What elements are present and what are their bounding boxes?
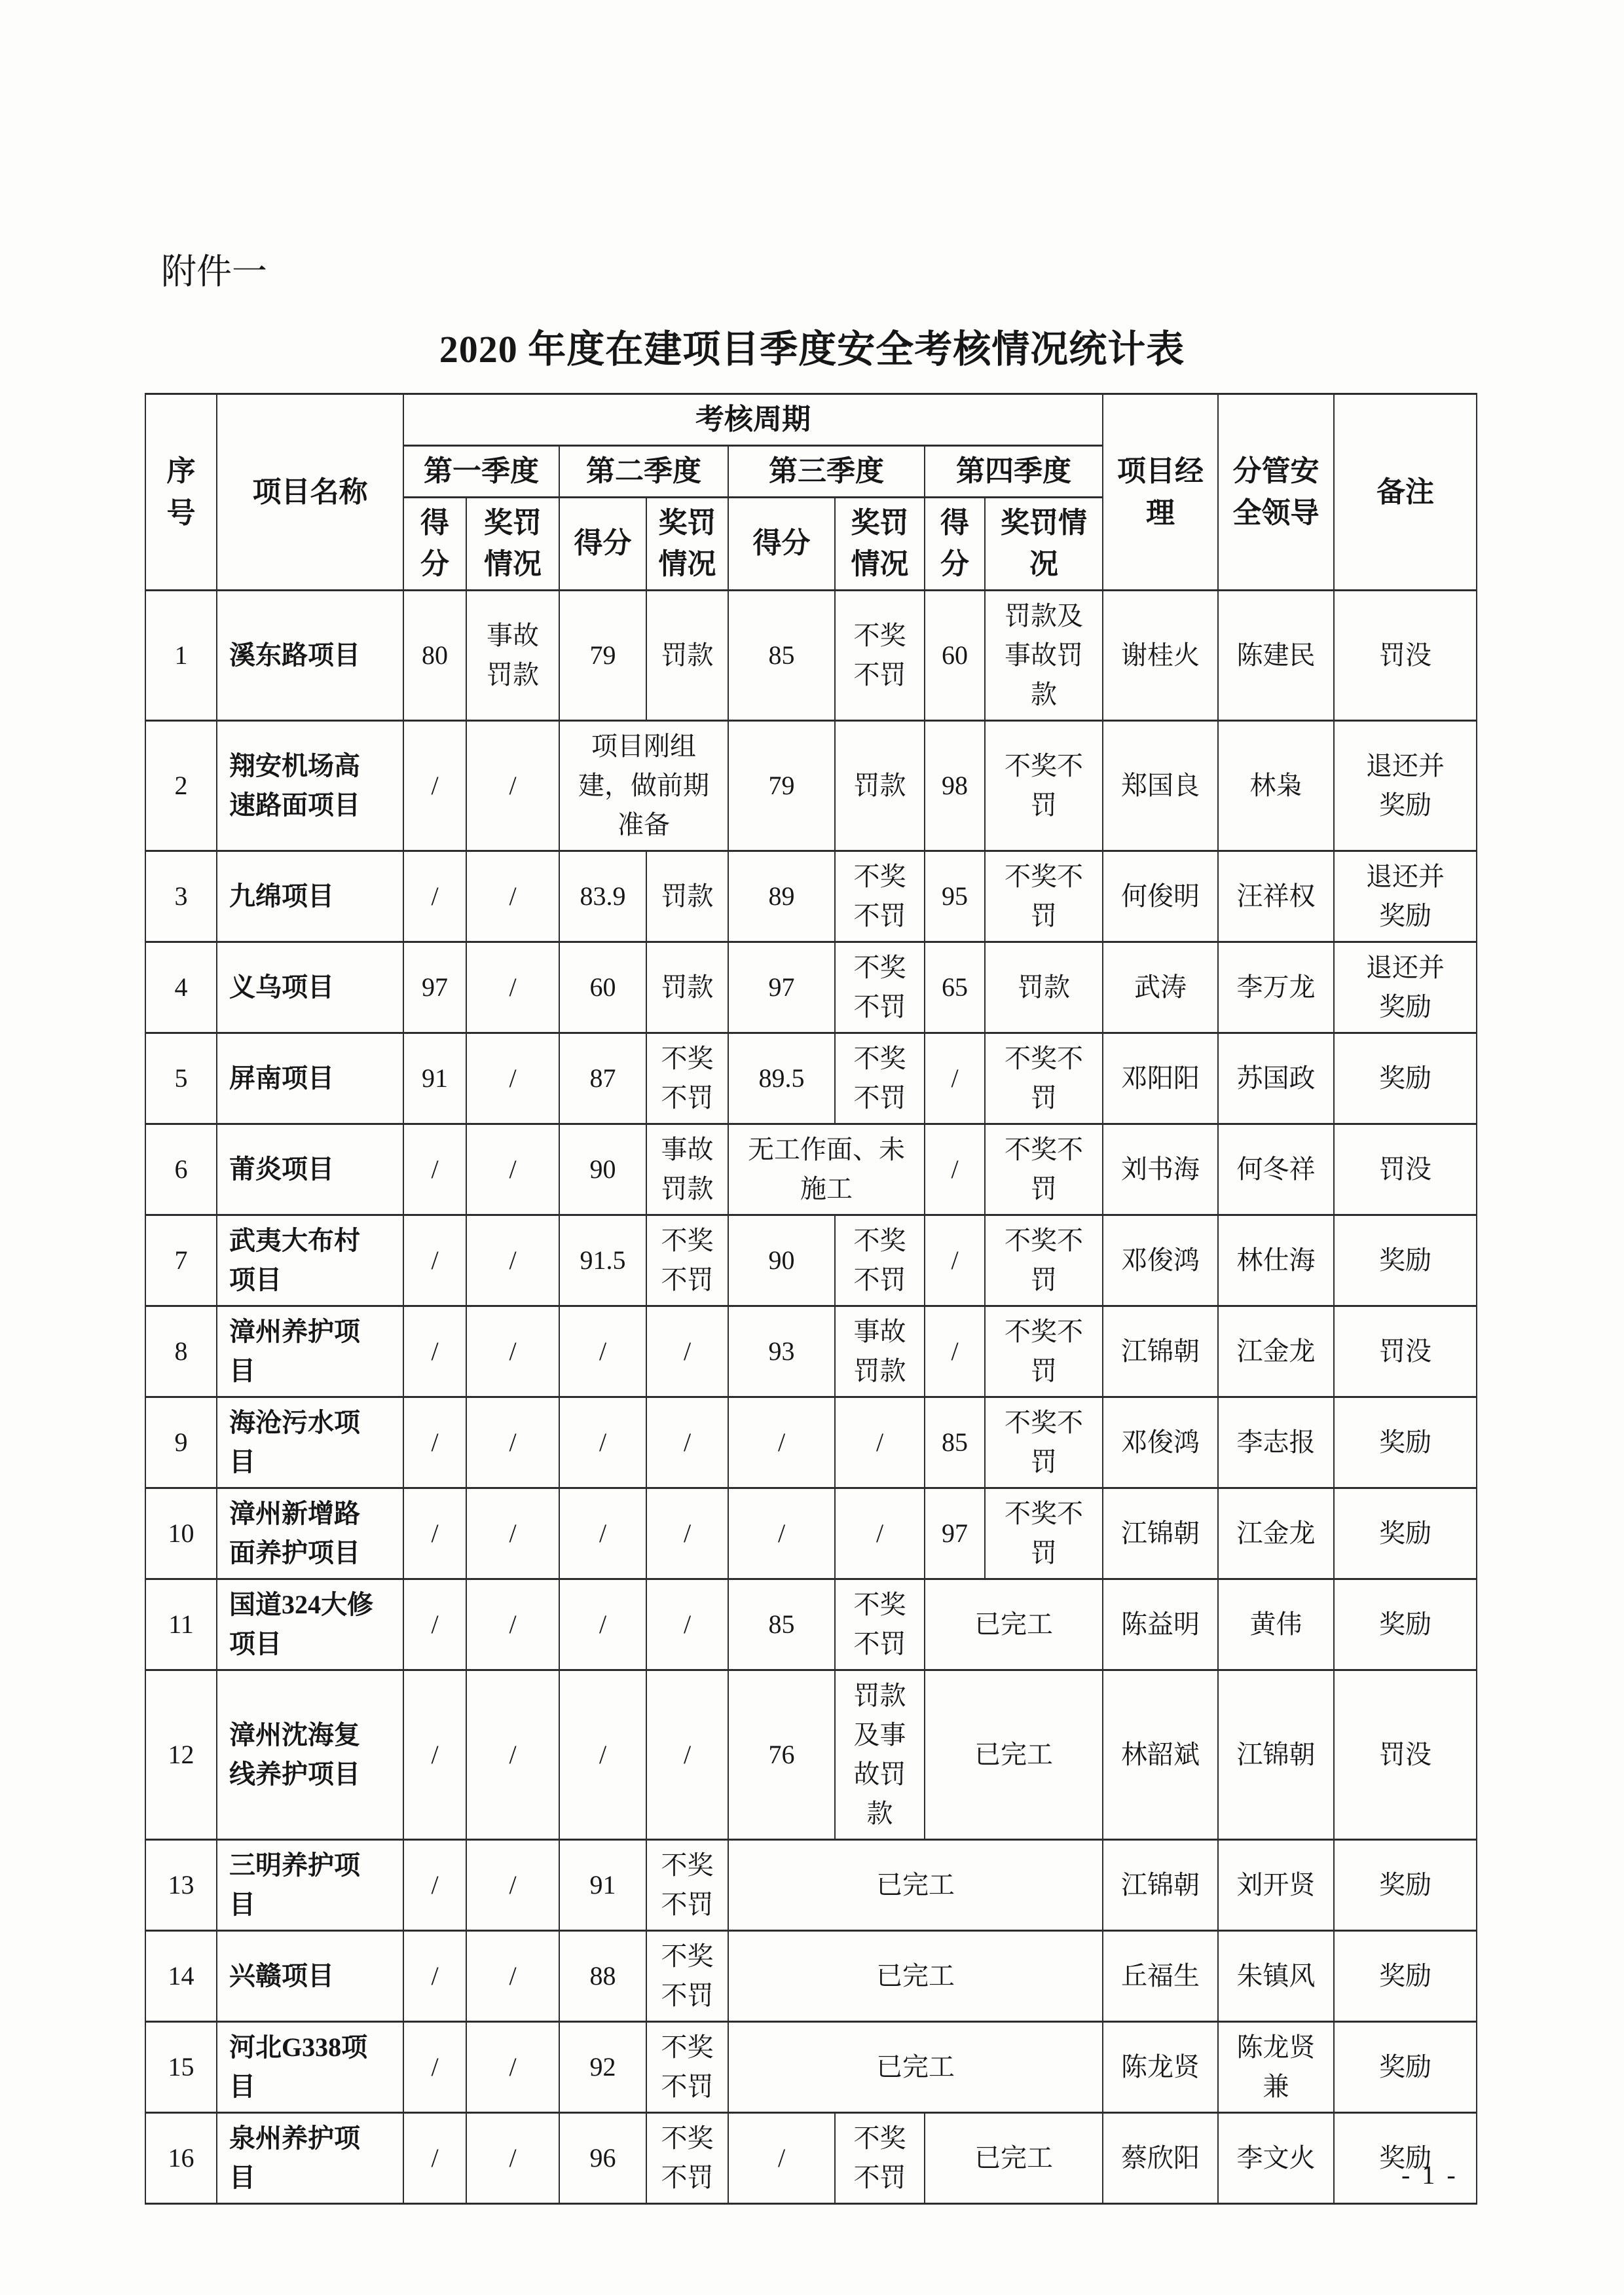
- col-header-q4-score: 得分: [925, 497, 985, 591]
- table-cell: 97: [728, 942, 835, 1033]
- table-cell: /: [466, 1840, 559, 1931]
- table-cell: 不奖不罚: [835, 1579, 925, 1670]
- table-row: [145, 942, 1477, 1033]
- project-name-cell: 莆炎项目: [217, 1124, 403, 1215]
- table-cell: /: [728, 1488, 835, 1579]
- table-cell: 罚款: [985, 942, 1103, 1033]
- table-cell: /: [466, 1306, 559, 1397]
- table-cell: /: [466, 1397, 559, 1488]
- table-cell: 96: [559, 2113, 646, 2204]
- table-cell: /: [925, 1033, 985, 1124]
- table-cell: 不奖不罚: [985, 1488, 1103, 1579]
- project-name-cell: 义乌项目: [217, 942, 403, 1033]
- project-name-cell: 海沧污水项目: [217, 1397, 403, 1488]
- table-cell: /: [466, 1670, 559, 1840]
- project-manager-cell: 林韶斌: [1103, 1670, 1218, 1840]
- table-cell: /: [728, 1397, 835, 1488]
- remark-cell: 奖励: [1334, 1579, 1477, 1670]
- col-header-q1: 第一季度: [403, 445, 559, 497]
- table-cell: /: [466, 1124, 559, 1215]
- table-cell: 不奖不罚: [835, 2113, 925, 2204]
- table-cell: /: [466, 1215, 559, 1306]
- table-cell: 不奖不罚: [646, 1033, 728, 1124]
- table-cell: 事故罚款: [835, 1306, 925, 1397]
- table-cell: 91.5: [559, 1215, 646, 1306]
- project-manager-cell: 郑国良: [1103, 721, 1218, 851]
- table-cell: 79: [559, 591, 646, 721]
- table-cell: /: [466, 1033, 559, 1124]
- table-cell: /: [835, 1488, 925, 1579]
- col-header-q2-reward-penalty: 奖罚情况: [646, 497, 728, 591]
- col-header-remarks: 备注: [1334, 394, 1477, 591]
- project-manager-cell: 武涛: [1103, 942, 1218, 1033]
- table-row: [145, 721, 1477, 851]
- table-row: [145, 2113, 1477, 2204]
- table-cell: 不奖不罚: [646, 1215, 728, 1306]
- col-header-q2-score: 得分: [559, 497, 646, 591]
- seq-cell: 13: [145, 1840, 217, 1931]
- table-cell: 无工作面、未施工: [728, 1124, 925, 1215]
- table-cell: 已完工: [925, 1579, 1103, 1670]
- safety-leader-cell: 汪祥权: [1218, 851, 1334, 942]
- table-cell: 已完工: [728, 1931, 1103, 2022]
- project-name-cell: 兴赣项目: [217, 1931, 403, 2022]
- safety-leader-cell: 刘开贤: [1218, 1840, 1334, 1931]
- project-name-cell: 溪东路项目: [217, 591, 403, 721]
- seq-cell: 11: [145, 1579, 217, 1670]
- table-cell: /: [466, 1579, 559, 1670]
- project-manager-cell: 邓俊鸿: [1103, 1215, 1218, 1306]
- safety-leader-cell: 何冬祥: [1218, 1124, 1334, 1215]
- table-cell: 不奖不罚: [646, 2113, 728, 2204]
- table-cell: /: [466, 721, 559, 851]
- col-header-q2: 第二季度: [559, 445, 728, 497]
- safety-leader-cell: 李志报: [1218, 1397, 1334, 1488]
- table-cell: 83.9: [559, 851, 646, 942]
- col-header-seq: 序号: [145, 394, 217, 591]
- table-cell: 87: [559, 1033, 646, 1124]
- table-cell: /: [403, 1215, 466, 1306]
- table-row: [145, 1931, 1477, 2022]
- safety-leader-cell: 陈建民: [1218, 591, 1334, 721]
- table-cell: 79: [728, 721, 835, 851]
- table-row: [145, 2022, 1477, 2113]
- table-cell: 60: [925, 591, 985, 721]
- remark-cell: 罚没: [1334, 1306, 1477, 1397]
- table-body: [145, 591, 1477, 2204]
- table-cell: 罚款: [835, 721, 925, 851]
- remark-cell: 奖励: [1334, 1397, 1477, 1488]
- table-cell: 不奖不罚: [835, 851, 925, 942]
- safety-leader-cell: 苏国政: [1218, 1033, 1334, 1124]
- table-cell: 罚款及事故罚款: [985, 591, 1103, 721]
- remark-cell: 奖励: [1334, 2113, 1477, 2204]
- remark-cell: 罚没: [1334, 591, 1477, 721]
- table-cell: 97: [925, 1488, 985, 1579]
- table-cell: /: [403, 1306, 466, 1397]
- remark-cell: 退还并奖励: [1334, 942, 1477, 1033]
- project-manager-cell: 江锦朝: [1103, 1306, 1218, 1397]
- safety-leader-cell: 江锦朝: [1218, 1670, 1334, 1840]
- project-name-cell: 翔安机场高速路面项目: [217, 721, 403, 851]
- page-title: 2020 年度在建项目季度安全考核情况统计表: [439, 328, 1185, 371]
- table-cell: /: [646, 1397, 728, 1488]
- col-header-project-manager: 项目经理: [1103, 394, 1218, 591]
- project-name-cell: 国道324大修项目: [217, 1579, 403, 1670]
- remark-cell: 罚没: [1334, 1124, 1477, 1215]
- table-cell: 76: [728, 1670, 835, 1840]
- table-row: [145, 1840, 1477, 1931]
- table-row: [145, 1670, 1477, 1840]
- table-cell: /: [403, 1670, 466, 1840]
- table-cell: 不奖不罚: [985, 1306, 1103, 1397]
- table-cell: /: [466, 851, 559, 942]
- table-cell: 89.5: [728, 1033, 835, 1124]
- header-row-1: [145, 394, 1477, 446]
- page-number: - 1 -: [1401, 2160, 1458, 2190]
- table-row: [145, 851, 1477, 942]
- table-cell: /: [559, 1488, 646, 1579]
- seq-cell: 7: [145, 1215, 217, 1306]
- table-cell: 85: [925, 1397, 985, 1488]
- table-row: [145, 1306, 1477, 1397]
- table-cell: 92: [559, 2022, 646, 2113]
- table-cell: 91: [559, 1840, 646, 1931]
- safety-leader-cell: 江金龙: [1218, 1306, 1334, 1397]
- table-cell: 不奖不罚: [985, 1124, 1103, 1215]
- table-cell: 95: [925, 851, 985, 942]
- table-cell: 事故罚款: [646, 1124, 728, 1215]
- table-cell: /: [403, 1579, 466, 1670]
- safety-leader-cell: 黄伟: [1218, 1579, 1334, 1670]
- safety-leader-cell: 陈龙贤兼: [1218, 2022, 1334, 2113]
- table-cell: /: [559, 1670, 646, 1840]
- table-cell: 不奖不罚: [985, 721, 1103, 851]
- table-cell: /: [466, 1488, 559, 1579]
- project-name-cell: 漳州沈海复线养护项目: [217, 1670, 403, 1840]
- table-cell: /: [466, 2022, 559, 2113]
- table-cell: 80: [403, 591, 466, 721]
- table-row: [145, 1397, 1477, 1488]
- remark-cell: 奖励: [1334, 1840, 1477, 1931]
- table-cell: 60: [559, 942, 646, 1033]
- table-row: [145, 1215, 1477, 1306]
- safety-leader-cell: 朱镇风: [1218, 1931, 1334, 2022]
- table-cell: /: [403, 851, 466, 942]
- col-header-q3-score: 得分: [728, 497, 835, 591]
- table-cell: /: [466, 1931, 559, 2022]
- project-manager-cell: 刘书海: [1103, 1124, 1218, 1215]
- safety-leader-cell: 林仕海: [1218, 1215, 1334, 1306]
- col-header-assessment-period: 考核周期: [403, 394, 1103, 446]
- table-cell: /: [728, 2113, 835, 2204]
- table-cell: /: [925, 1306, 985, 1397]
- col-header-q4-reward-penalty: 奖罚情况: [985, 497, 1103, 591]
- project-manager-cell: 江锦朝: [1103, 1488, 1218, 1579]
- seq-cell: 4: [145, 942, 217, 1033]
- table-cell: /: [403, 1397, 466, 1488]
- project-name-cell: 河北G338项目: [217, 2022, 403, 2113]
- table-cell: 90: [728, 1215, 835, 1306]
- table-cell: /: [403, 721, 466, 851]
- remark-cell: 奖励: [1334, 2022, 1477, 2113]
- project-name-cell: 漳州养护项目: [217, 1306, 403, 1397]
- seq-cell: 12: [145, 1670, 217, 1840]
- table-cell: /: [646, 1306, 728, 1397]
- table-cell: 已完工: [728, 2022, 1103, 2113]
- col-header-q1-reward-penalty: 奖罚情况: [466, 497, 559, 591]
- project-manager-cell: 谢桂火: [1103, 591, 1218, 721]
- project-manager-cell: 邓阳阳: [1103, 1033, 1218, 1124]
- table-cell: 93: [728, 1306, 835, 1397]
- seq-cell: 16: [145, 2113, 217, 2204]
- table-cell: 不奖不罚: [646, 1840, 728, 1931]
- table-cell: 已完工: [728, 1840, 1103, 1931]
- table-cell: /: [559, 1579, 646, 1670]
- project-manager-cell: 丘福生: [1103, 1931, 1218, 2022]
- remark-cell: 退还并奖励: [1334, 851, 1477, 942]
- table-cell: /: [403, 1931, 466, 2022]
- table-cell: /: [466, 942, 559, 1033]
- remark-cell: 奖励: [1334, 1931, 1477, 2022]
- project-manager-cell: 陈益明: [1103, 1579, 1218, 1670]
- seq-cell: 1: [145, 591, 217, 721]
- remark-cell: 退还并奖励: [1334, 721, 1477, 851]
- safety-leader-cell: 林枭: [1218, 721, 1334, 851]
- assessment-table: [145, 393, 1477, 2205]
- table-cell: 罚款: [646, 942, 728, 1033]
- table-cell: /: [403, 2022, 466, 2113]
- table-cell: 98: [925, 721, 985, 851]
- col-header-project-name: 项目名称: [217, 394, 403, 591]
- table-cell: 项目刚组建，做前期准备: [559, 721, 728, 851]
- safety-leader-cell: 江金龙: [1218, 1488, 1334, 1579]
- table-cell: /: [925, 1124, 985, 1215]
- table-row: [145, 1579, 1477, 1670]
- attachment-label: 附件一: [161, 252, 267, 291]
- seq-cell: 9: [145, 1397, 217, 1488]
- table-cell: /: [403, 1840, 466, 1931]
- remark-cell: 罚没: [1334, 1670, 1477, 1840]
- table-cell: /: [466, 2113, 559, 2204]
- table-cell: /: [559, 1397, 646, 1488]
- project-name-cell: 九绵项目: [217, 851, 403, 942]
- table-cell: 不奖不罚: [985, 1397, 1103, 1488]
- table-cell: 97: [403, 942, 466, 1033]
- table-cell: /: [835, 1397, 925, 1488]
- remark-cell: 奖励: [1334, 1215, 1477, 1306]
- table-cell: 不奖不罚: [835, 1033, 925, 1124]
- project-name-cell: 漳州新增路面养护项目: [217, 1488, 403, 1579]
- table-row: [145, 1488, 1477, 1579]
- seq-cell: 10: [145, 1488, 217, 1579]
- col-header-q1-score: 得分: [403, 497, 466, 591]
- project-manager-cell: 蔡欣阳: [1103, 2113, 1218, 2204]
- seq-cell: 2: [145, 721, 217, 851]
- project-manager-cell: 江锦朝: [1103, 1840, 1218, 1931]
- seq-cell: 8: [145, 1306, 217, 1397]
- table-cell: 不奖不罚: [835, 942, 925, 1033]
- project-manager-cell: 邓俊鸿: [1103, 1397, 1218, 1488]
- table-cell: 不奖不罚: [835, 1215, 925, 1306]
- project-manager-cell: 陈龙贤: [1103, 2022, 1218, 2113]
- table-cell: 事故罚款: [466, 591, 559, 721]
- table-cell: /: [925, 1215, 985, 1306]
- col-header-safety-leader: 分管安全领导: [1218, 394, 1334, 591]
- table-cell: 89: [728, 851, 835, 942]
- table-cell: /: [646, 1579, 728, 1670]
- table-cell: /: [403, 2113, 466, 2204]
- table-cell: 85: [728, 1579, 835, 1670]
- table-cell: /: [646, 1670, 728, 1840]
- safety-leader-cell: 李文火: [1218, 2113, 1334, 2204]
- table-cell: 88: [559, 1931, 646, 2022]
- table-cell: 不奖不罚: [985, 851, 1103, 942]
- table-row: [145, 1124, 1477, 1215]
- table-cell: 已完工: [925, 2113, 1103, 2204]
- table-cell: 85: [728, 591, 835, 721]
- table-row: [145, 1033, 1477, 1124]
- seq-cell: 5: [145, 1033, 217, 1124]
- remark-cell: 奖励: [1334, 1033, 1477, 1124]
- table-cell: 罚款及事故罚款: [835, 1670, 925, 1840]
- remark-cell: 奖励: [1334, 1488, 1477, 1579]
- table-cell: /: [646, 1488, 728, 1579]
- table-cell: /: [403, 1488, 466, 1579]
- col-header-q3-reward-penalty: 奖罚情况: [835, 497, 925, 591]
- table-cell: 不奖不罚: [985, 1033, 1103, 1124]
- table-cell: 已完工: [925, 1670, 1103, 1840]
- seq-cell: 14: [145, 1931, 217, 2022]
- project-name-cell: 泉州养护项目: [217, 2113, 403, 2204]
- table-header: [145, 394, 1477, 591]
- table-cell: 罚款: [646, 851, 728, 942]
- table-cell: 不奖不罚: [835, 591, 925, 721]
- seq-cell: 6: [145, 1124, 217, 1215]
- table-cell: 罚款: [646, 591, 728, 721]
- table-row: [145, 591, 1477, 721]
- safety-leader-cell: 李万龙: [1218, 942, 1334, 1033]
- project-name-cell: 武夷大布村项目: [217, 1215, 403, 1306]
- col-header-q3: 第三季度: [728, 445, 925, 497]
- table-cell: 不奖不罚: [985, 1215, 1103, 1306]
- seq-cell: 3: [145, 851, 217, 942]
- project-name-cell: 屏南项目: [217, 1033, 403, 1124]
- project-name-cell: 三明养护项目: [217, 1840, 403, 1931]
- table-cell: 不奖不罚: [646, 2022, 728, 2113]
- table-cell: 不奖不罚: [646, 1931, 728, 2022]
- table-cell: /: [559, 1306, 646, 1397]
- seq-cell: 15: [145, 2022, 217, 2113]
- table-cell: 90: [559, 1124, 646, 1215]
- col-header-q4: 第四季度: [925, 445, 1103, 497]
- project-manager-cell: 何俊明: [1103, 851, 1218, 942]
- table-cell: 65: [925, 942, 985, 1033]
- table-cell: 91: [403, 1033, 466, 1124]
- table-cell: /: [403, 1124, 466, 1215]
